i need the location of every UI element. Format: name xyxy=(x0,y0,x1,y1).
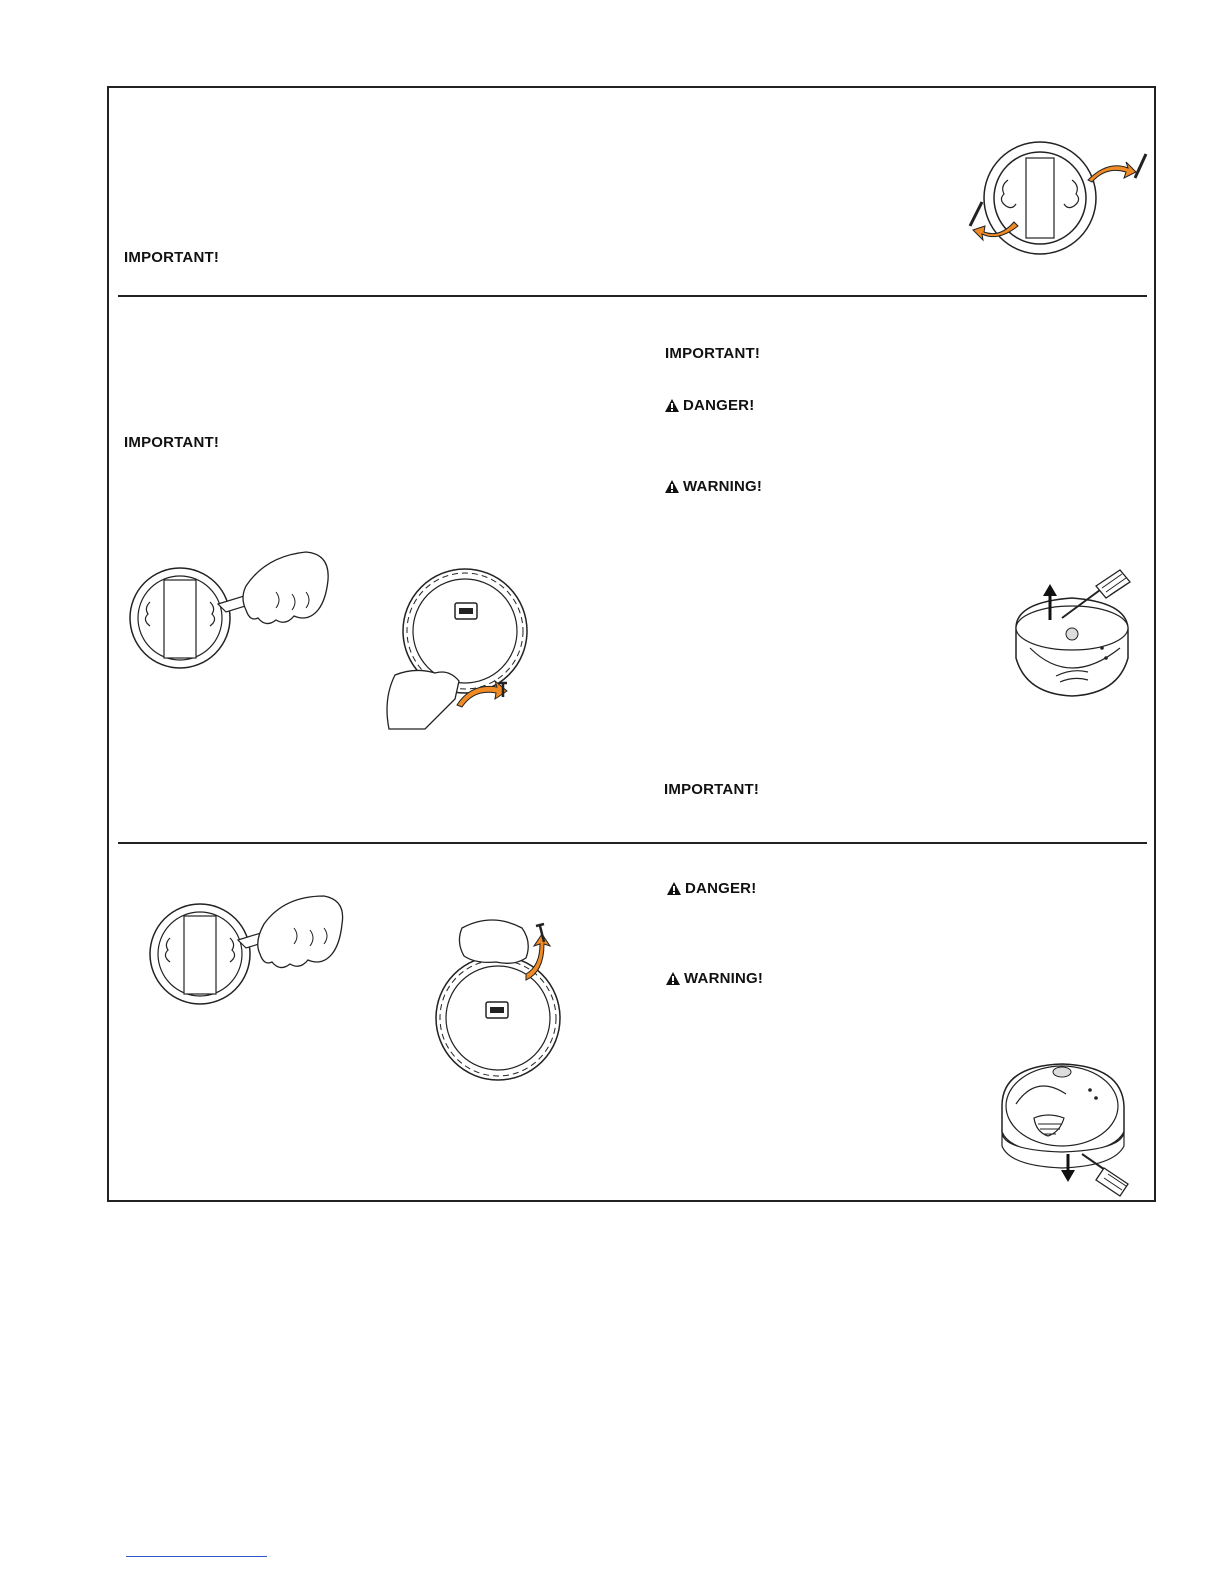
warning-triangle-icon xyxy=(665,971,681,986)
section-divider-1 xyxy=(118,295,1147,297)
alarm-install-screwdriver-illustration xyxy=(998,1062,1144,1197)
important-label-4: IMPORTANT! xyxy=(664,781,760,798)
footer-link-underline[interactable] xyxy=(126,1556,267,1557)
bracket-hand-screwdriver-illustration-2 xyxy=(148,894,348,1009)
section-divider-2 xyxy=(118,842,1147,844)
danger-label-2: DANGER! xyxy=(666,880,756,897)
warning-label-1: WARNING! xyxy=(664,478,762,495)
warning-triangle-icon xyxy=(664,479,680,494)
alarm-removal-screwdriver-illustration xyxy=(1010,568,1132,703)
warning-label-2: WARNING! xyxy=(665,970,763,987)
trim-ring-screw-removal-illustration xyxy=(385,565,545,730)
danger-label-1: DANGER! xyxy=(664,397,754,414)
bracket-hand-screwdriver-illustration xyxy=(128,546,333,671)
important-label-2: IMPORTANT! xyxy=(124,434,220,451)
warning-triangle-icon xyxy=(666,881,682,896)
important-label-3: IMPORTANT! xyxy=(665,345,761,362)
warning-triangle-icon xyxy=(664,398,680,413)
important-label-1: IMPORTANT! xyxy=(124,249,220,266)
mounting-bracket-screws-illustration xyxy=(960,140,1155,260)
trim-ring-screw-install-illustration xyxy=(432,914,567,1086)
